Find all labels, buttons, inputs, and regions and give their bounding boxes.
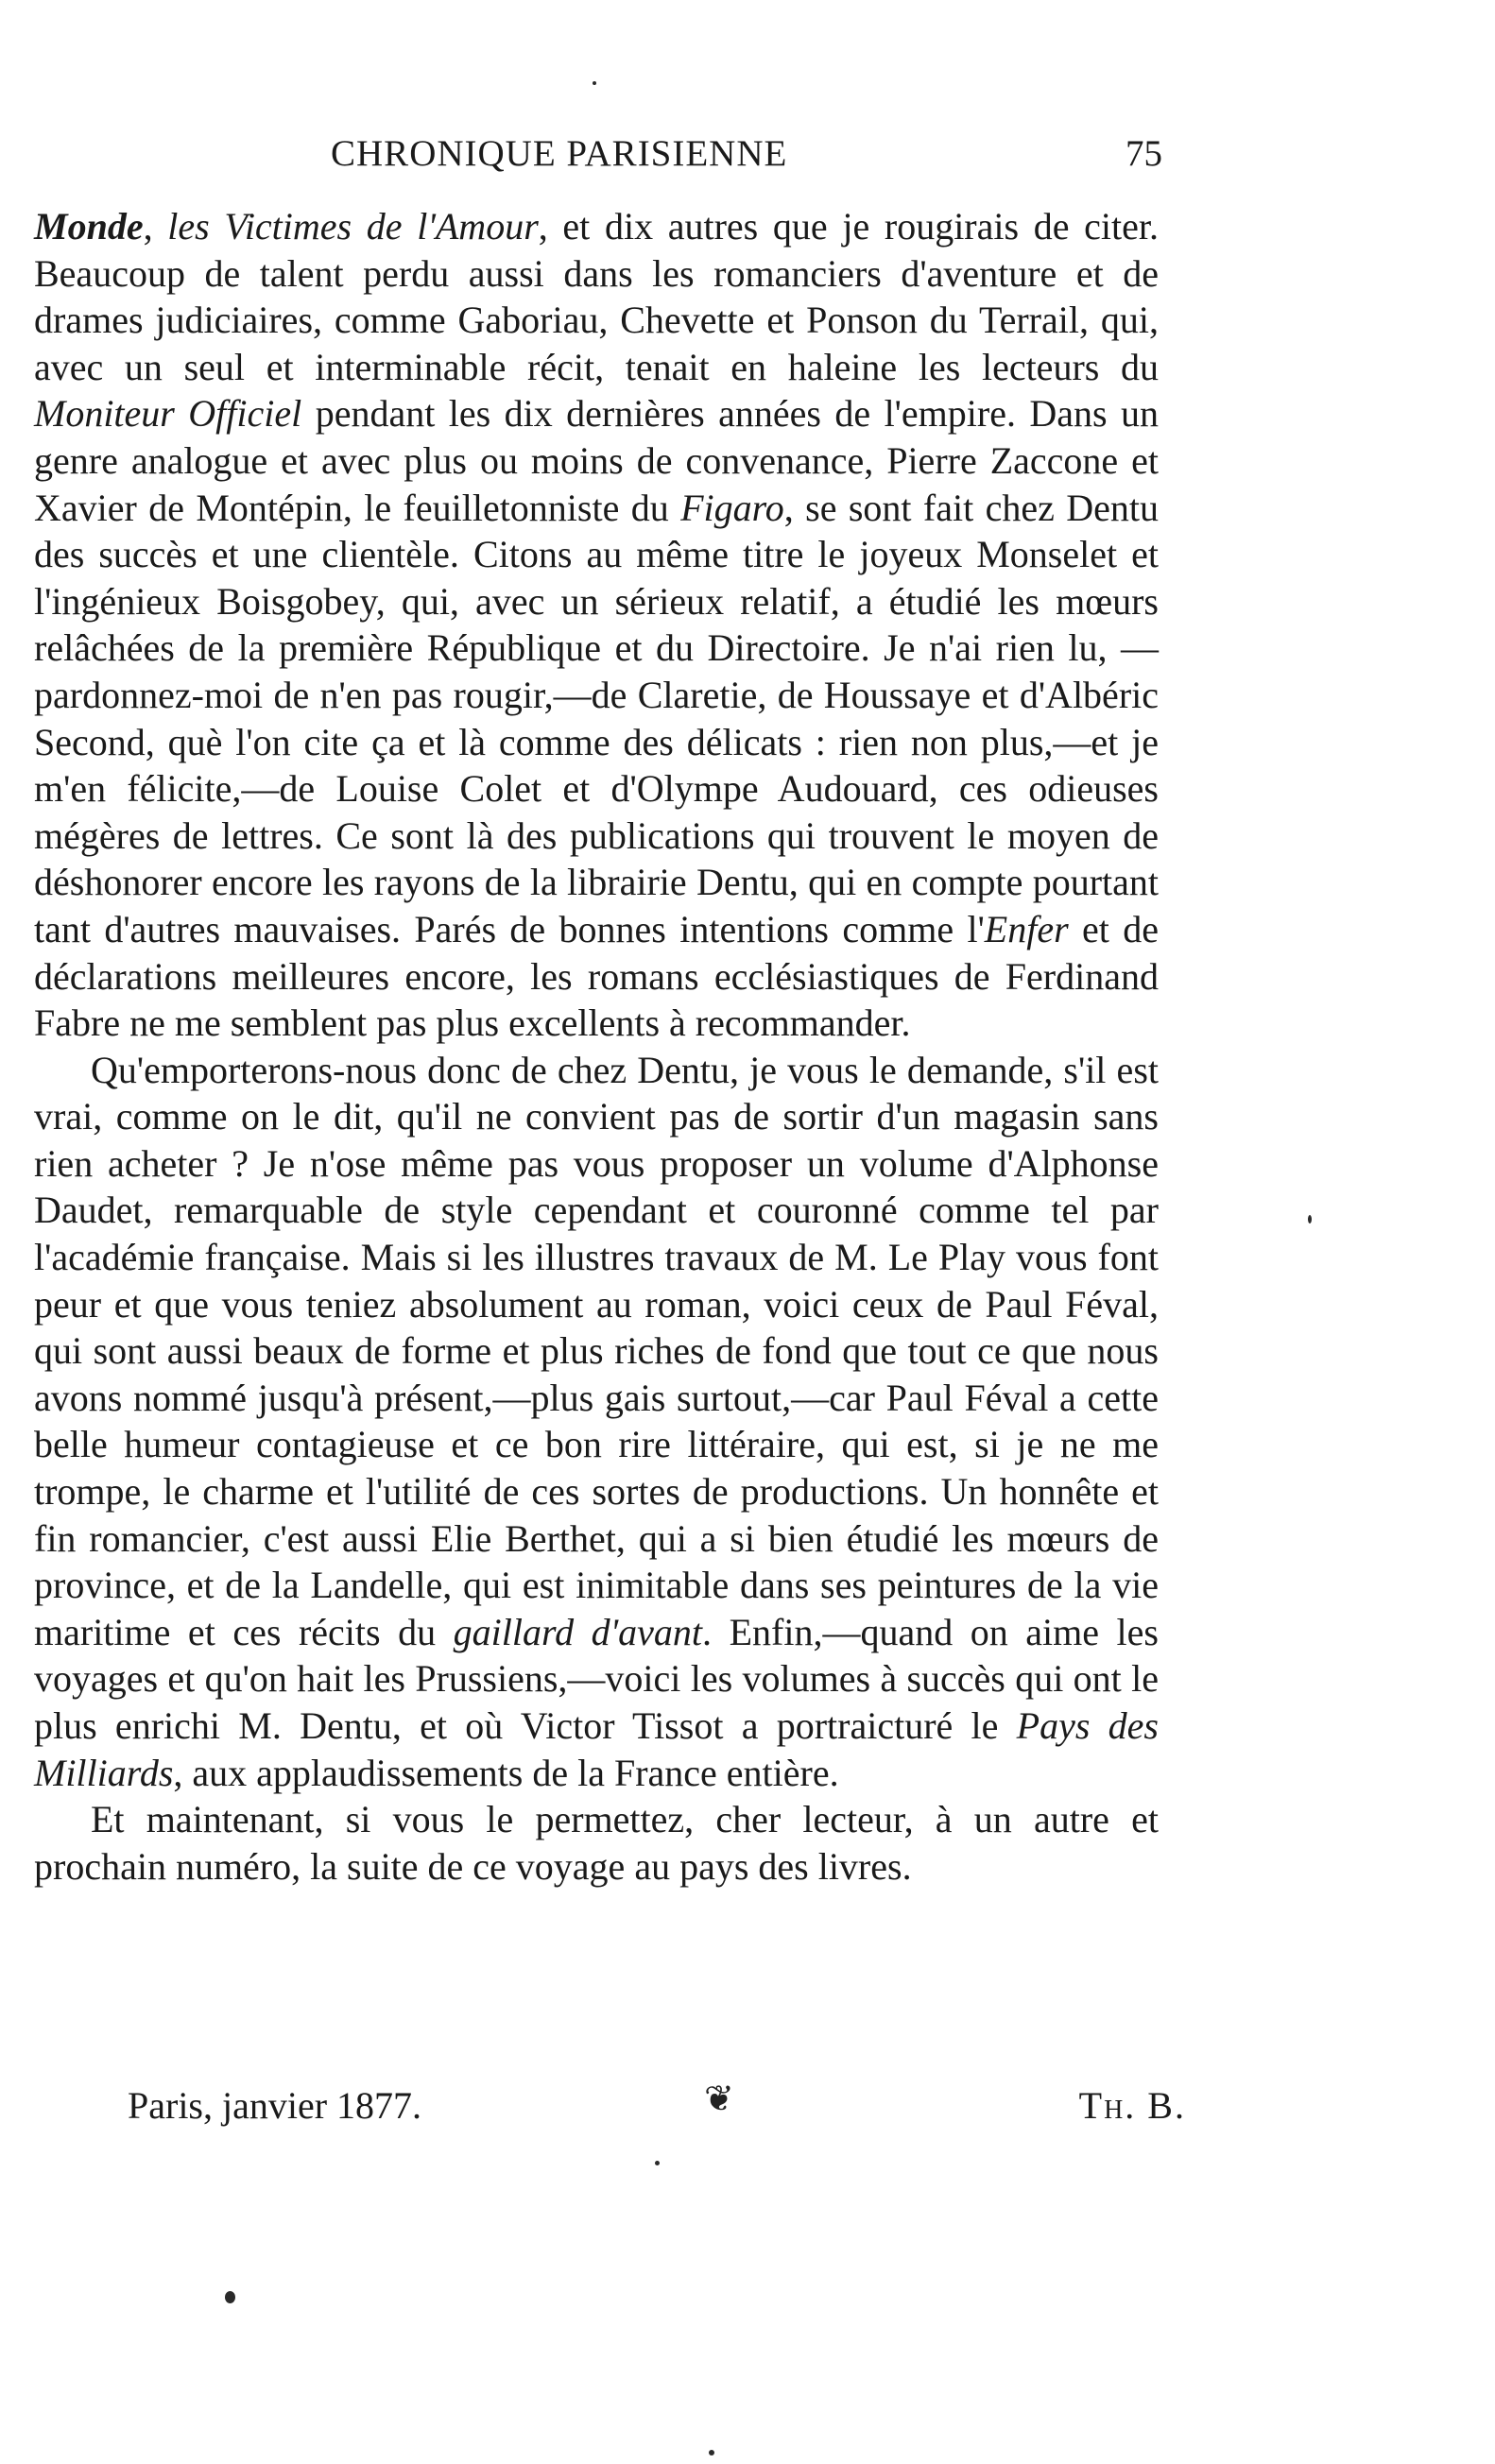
text-run: , aux applaudissements de la France entière. [173,1751,839,1794]
author-signature: Th. B. [1078,2084,1186,2127]
fleuron-ornament-icon: ❦ [704,2079,734,2119]
text-run: , et dix autres que je rougirais de citer. Beaucoup de talent perdu aussi dans les romanciers d'aventure et de drames judiciaires, comme Gaboriau, Chevette et Ponson du Terrail, qui, avec un seul et interminable récit, tenait en haleine les lecteurs du [34,205,1159,388]
body-text [34,203,1159,1890]
running-head [331,132,1162,180]
text-run: , se sont fait chez Dentu des succès et une clientèle. Citons au même titre le joyeux Monselet et l'ingénieux Boisgobey, qui, avec un sérieux relatif, a étudié les mœurs relâchées de la première République et du Directoire. Je n'ai rien lu, —pardonnez-moi de n'en pas rougir,—de Claretie, de Houssaye et d'Albéric Second, què l'on cite ça et là comme des délicats : rien non plus,—et je m'en félicite,—de Louise Colet et d'Olympe Audouard, ces odieuses mégères de lettres. Ce sont là des publications qui trouvent le moyen de déshonorer encore les rayons de la librairie Dentu, qui en compte pourtant tant d'autres mauvaises. Parés de bonnes intentions comme l' [34,486,1159,950]
text-run: Et maintenant, si vous le permettez, cher lecteur, à un autre et prochain numéro, la suite de ce voyage au pays des livres. [34,1798,1159,1888]
text-run: Pays des Milliards [34,1704,1159,1794]
text-run: et de déclarations meilleures encore, les romans ecclésiastiques de Ferdinand Fabre ne me semblent pas plus excellents à recommander. [34,907,1160,1045]
text-run: Enfer [984,907,1069,950]
running-title: CHRONIQUE PARISIENNE [331,133,788,174]
text-run: les Victimes de l'Amour [167,205,539,248]
text-run: Monde [34,205,144,248]
text-run: , [143,205,168,248]
text-run: Qu'emporterons-nous donc de chez Dentu, je vous le demande, s'il est vrai, comme on le dit, qu'il ne convient pas de sortir d'un magasin sans rien acheter ? Je n'ose même pas vous proposer un volume d'Alphonse Daudet, remarquable de style cependant et couronné comme tel par l'académie française. Mais si les illustres travaux de M. Le Play vous font peur et que vous teniez absolument au roman, voici ceux de Paul Féval, qui sont aussi beaux de forme et plus riches de fond que tout ce que nous avons nommé jusqu'à présent,—plus gais surtout,—car Paul Féval a cette belle humeur contagieuse et ce bon rire littéraire, qui est, si je ne me trompe, le charme et l'utilité de ces sortes de productions. Un honnête et fin romancier, c'est aussi Elie Berthet, qui a si bien étudié les mœurs de province, et de la Landelle, qui est inimitable dans ses peintures de la vie maritime et ces récits du [34,1048,1159,1653]
page-number: 75 [1126,133,1162,174]
text-run: pendant les dix dernières années de l'empire. Dans un genre analogue et avec plus ou moins de convenance, Pierre Zaccone et Xavier de Montépin, le feuilletonniste du [34,392,1160,529]
text-run: Figaro [680,486,784,529]
ink-speck [655,2161,660,2165]
ink-speck [709,2450,714,2455]
dateline: Paris, janvier 1877. [128,2084,422,2127]
text-run: . Enfin,—quand on aime les voyages et qu'on hait les Prussiens,—voici les volumes à succès qui ont le plus enrichi M. Dentu, et où Victor Tissot a portraicturé le [34,1610,1159,1747]
ink-speck [593,81,596,85]
paragraph [34,1047,1159,1797]
text-run: gaillard d'avant [453,1610,703,1653]
closing-line [128,2079,1186,2140]
paragraph [34,1796,1159,1890]
text-run: Moniteur Officiel [34,392,302,436]
paragraph [34,203,1159,1047]
ink-speck [225,2291,235,2303]
ink-speck [1308,1215,1312,1223]
